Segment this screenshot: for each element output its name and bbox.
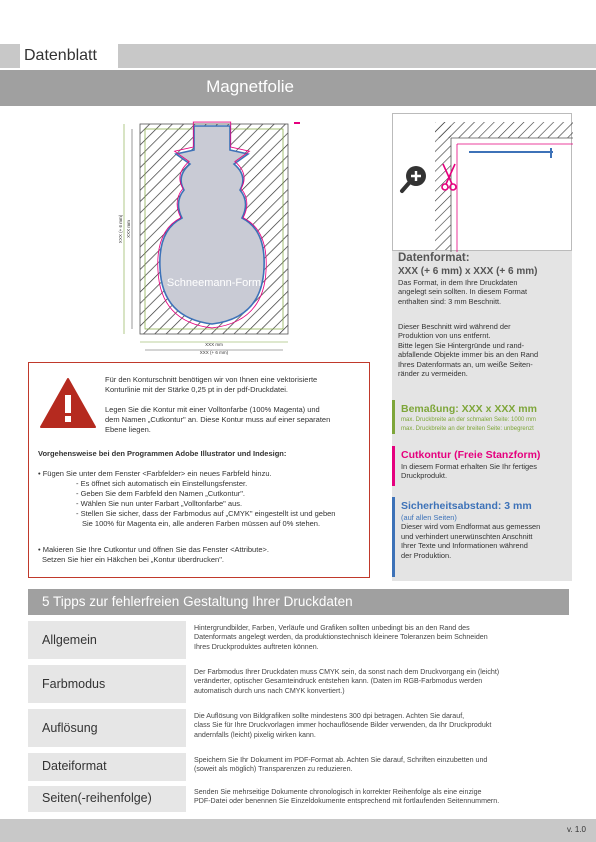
tip-label: Allgemein: [42, 633, 97, 647]
warning-intro: [105, 375, 367, 395]
tip-description: [194, 756, 564, 775]
datenformat-line-2: angelegt sein sollten. In diesem Format: [398, 287, 527, 297]
tip-row-aufloesung: [28, 709, 569, 747]
warning-icon: [39, 377, 97, 429]
safety-line-1: Dieser wird vom Endformat aus gemessen: [401, 522, 541, 532]
safety-line-2: und verhindert unerwünschten Anschnitt: [401, 531, 533, 541]
datenformat-section: [398, 252, 570, 306]
datenformat-heading: Datenformat:: [398, 252, 470, 264]
step-3: - Geben Sie dem Farbfeld den Namen „Cutkontur".: [76, 489, 245, 498]
warning-contour: [105, 405, 367, 435]
tip-line: class Sie für Ihre Druckvorlagen immer hochauflösende Bilder verwenden, da Ihr Druckprodukt: [194, 721, 492, 730]
tip-label: Dateiformat: [42, 759, 107, 773]
final-line-1: • Makieren Sie Ihre Cutkontur und öffnen Sie das Fenster <Attribute>.: [38, 545, 269, 554]
tips-header: [28, 589, 569, 615]
tip-row-allgemein: [28, 621, 569, 659]
tip-label-box: [28, 786, 186, 812]
snowman-diagram: [110, 118, 310, 358]
sicherheitsabstand-section: [401, 500, 571, 560]
shape-label: Schneemann-Form: [166, 277, 262, 289]
step-2: - Es öffnet sich automatisch ein Einstellungsfenster.: [76, 479, 248, 488]
tip-line: Datenformats angelegt werden, da produktionstechnisch kleinere Toleranzen beim Schneiden: [194, 633, 488, 642]
cutkontur-heading: Cutkontur (Freie Stanzform): [401, 449, 541, 461]
final-line-2: Setzen Sie hier ein Häkchen bei „Kontur überdrucken".: [42, 555, 224, 564]
header-label: Datenblatt: [24, 47, 97, 64]
zoom-detail: [392, 113, 572, 251]
tip-line: Hintergrundbilder, Farben, Verläufe und Grafiken sollten unbedingt bis an den Rand des: [194, 624, 470, 632]
tip-line: (soweit als möglich) Transparenzen zu reduzieren.: [194, 765, 353, 774]
tip-line: Ihres Druckproduktes auftreten können.: [194, 642, 319, 651]
dim-v-inner: XXX mm: [126, 220, 131, 238]
page-title: Magnetfolie: [206, 77, 294, 96]
safety-heading: Sicherheitsabstand: 3 mm: [401, 500, 532, 512]
tip-label: Seiten(-reihenfolge): [42, 791, 152, 805]
tip-line: Senden Sie mehrseitige Dokumente chronologisch in korrekter Reihenfolge als eine einzige: [194, 788, 482, 796]
warning-heading: Vorgehensweise bei den Programmen Adobe Illustrator und Indesign:: [38, 449, 287, 458]
tip-description: [194, 624, 564, 652]
safety-line-3: Ihrer Texte und Informationen während: [401, 541, 528, 551]
cutkontur-section: [401, 449, 571, 481]
step-5: - Stellen Sie sicher, dass der Farbmodus auf „CMYK" eingestellt ist und geben: [76, 509, 336, 518]
tip-description: [194, 668, 564, 696]
warning-contour-line-1: Legen Sie die Kontur mit einer Volltonfarbe (100% Magenta) und: [105, 405, 320, 414]
cutkontur-line-1: In diesem Format erhalten Sie Ihr fertiges: [401, 462, 537, 471]
tip-line: Die Auflösung von Bildgrafiken sollte mindestens 300 dpi betragen. Achten Sie darauf,: [194, 712, 465, 720]
beschnitt-section: [398, 322, 570, 378]
dim-v-outer: XXX (+ 6 mm): [118, 214, 123, 244]
version-label: v. 1.0: [567, 825, 586, 834]
dim-h-outer: XXX mm: [205, 342, 223, 347]
beschnitt-line-3: Bitte legen Sie Hintergründe und rand-: [398, 340, 525, 350]
tip-line: Der Farbmodus Ihrer Druckdaten muss CMYK sein, da sonst nach dem Druckvorgang ein (leicht): [194, 668, 500, 676]
tip-row-seiten: [28, 786, 569, 812]
step-6: Sie 100% für Magenta ein, alle anderen Farben müssen auf 0% stehen.: [82, 519, 321, 528]
cutcontour-warning-box: [28, 362, 370, 578]
tip-description: [194, 712, 564, 740]
datenformat-line-3: enthalten sind: 3 mm Beschnitt.: [398, 296, 502, 306]
step-4: - Wählen Sie nun unter Farbart „Volltonfarbe" aus.: [76, 499, 243, 508]
bemassung-line-1: max. Druckbreite an der schmalen Seite: 1000 mm: [401, 417, 537, 423]
beschnitt-line-5: Ihres Datenformats an, um weiße Seiten-: [398, 359, 533, 369]
tip-label: Auflösung: [42, 721, 98, 735]
tip-label-box: [28, 665, 186, 703]
footer-bar: [0, 819, 596, 842]
beschnitt-line-4: abfallende Objekte immer bis an den Rand: [398, 350, 539, 360]
tip-line: Speichern Sie Ihr Dokument im PDF-Format ab. Achten Sie darauf, Schriften einzubetten und: [194, 756, 488, 764]
tip-label-box: [28, 621, 186, 659]
datenformat-value: XXX (+ 6 mm) x XXX (+ 6 mm): [398, 266, 538, 277]
measure-accent: [392, 400, 395, 434]
tip-label: Farbmodus: [42, 677, 106, 691]
warning-intro-line-2: Konturlinie mit der Stärke 0,25 pt in der pdf-Druckdatei.: [105, 385, 289, 394]
warning-steps: [38, 469, 368, 529]
snowman-diagram-svg: [110, 118, 310, 358]
tip-line: andernfalls (leicht) pixelig wirken kann.: [194, 730, 316, 739]
tips-title: 5 Tipps zur fehlerfreien Gestaltung Ihrer Druckdaten: [42, 594, 353, 609]
tip-row-farbmodus: [28, 665, 569, 703]
warning-final: [38, 545, 368, 565]
magnifier-icon: [402, 166, 426, 191]
tip-line: automatisch durch uns nach CMYK konvertiert.): [194, 686, 345, 695]
beschnitt-line-2: Produktion von uns entfernt.: [398, 331, 491, 341]
step-1: • Fügen Sie unter dem Fenster <Farbfelder> ein neues Farbfeld hinzu.: [38, 469, 272, 478]
warning-intro-line-1: Für den Konturschnitt benötigen wir von Ihnen eine vektorisierte: [105, 375, 318, 384]
bemassung-heading: Bemaßung: XXX x XXX mm: [401, 403, 537, 415]
tip-line: PDF-Datei oder benennen Sie Einzeldokumente entsprechend mit fortlaufenden Seitennummern.: [194, 797, 500, 806]
bemassung-section: [401, 403, 571, 433]
safety-accent: [392, 497, 395, 577]
tip-description: [194, 788, 564, 807]
warning-contour-line-2: dem Namen „Cutkontur" an. Diese Kontur muss auf einer separaten: [105, 415, 331, 424]
tip-label-box: [28, 753, 186, 781]
tip-label-box: [28, 709, 186, 747]
beschnitt-line-6: ränder zu vermeiden.: [398, 369, 468, 379]
header-tab: [16, 44, 118, 68]
safety-line-4: der Produktion.: [401, 550, 452, 560]
title-bar: [0, 70, 596, 106]
safety-subheading: (auf allen Seiten): [401, 513, 457, 522]
tip-line: veränderter, optischer Gesamteindruck entstehen kann. (Daten im RGB-Farbmodus werden: [194, 677, 483, 686]
bemassung-line-2: max. Druckbreite an der breiten Seite: unbegrenzt: [401, 425, 534, 432]
tip-row-dateiformat: [28, 753, 569, 781]
warning-contour-line-3: Ebene liegen.: [105, 425, 151, 434]
cutkontur-line-2: Druckprodukt.: [401, 471, 448, 481]
beschnitt-line-1: Dieser Beschnitt wird während der: [398, 322, 511, 331]
dim-h-inner: XXX (+ 6 mm): [199, 350, 229, 355]
datenformat-line-1: Das Format, in dem Ihre Druckdaten: [398, 278, 518, 287]
cut-accent: [392, 446, 395, 486]
